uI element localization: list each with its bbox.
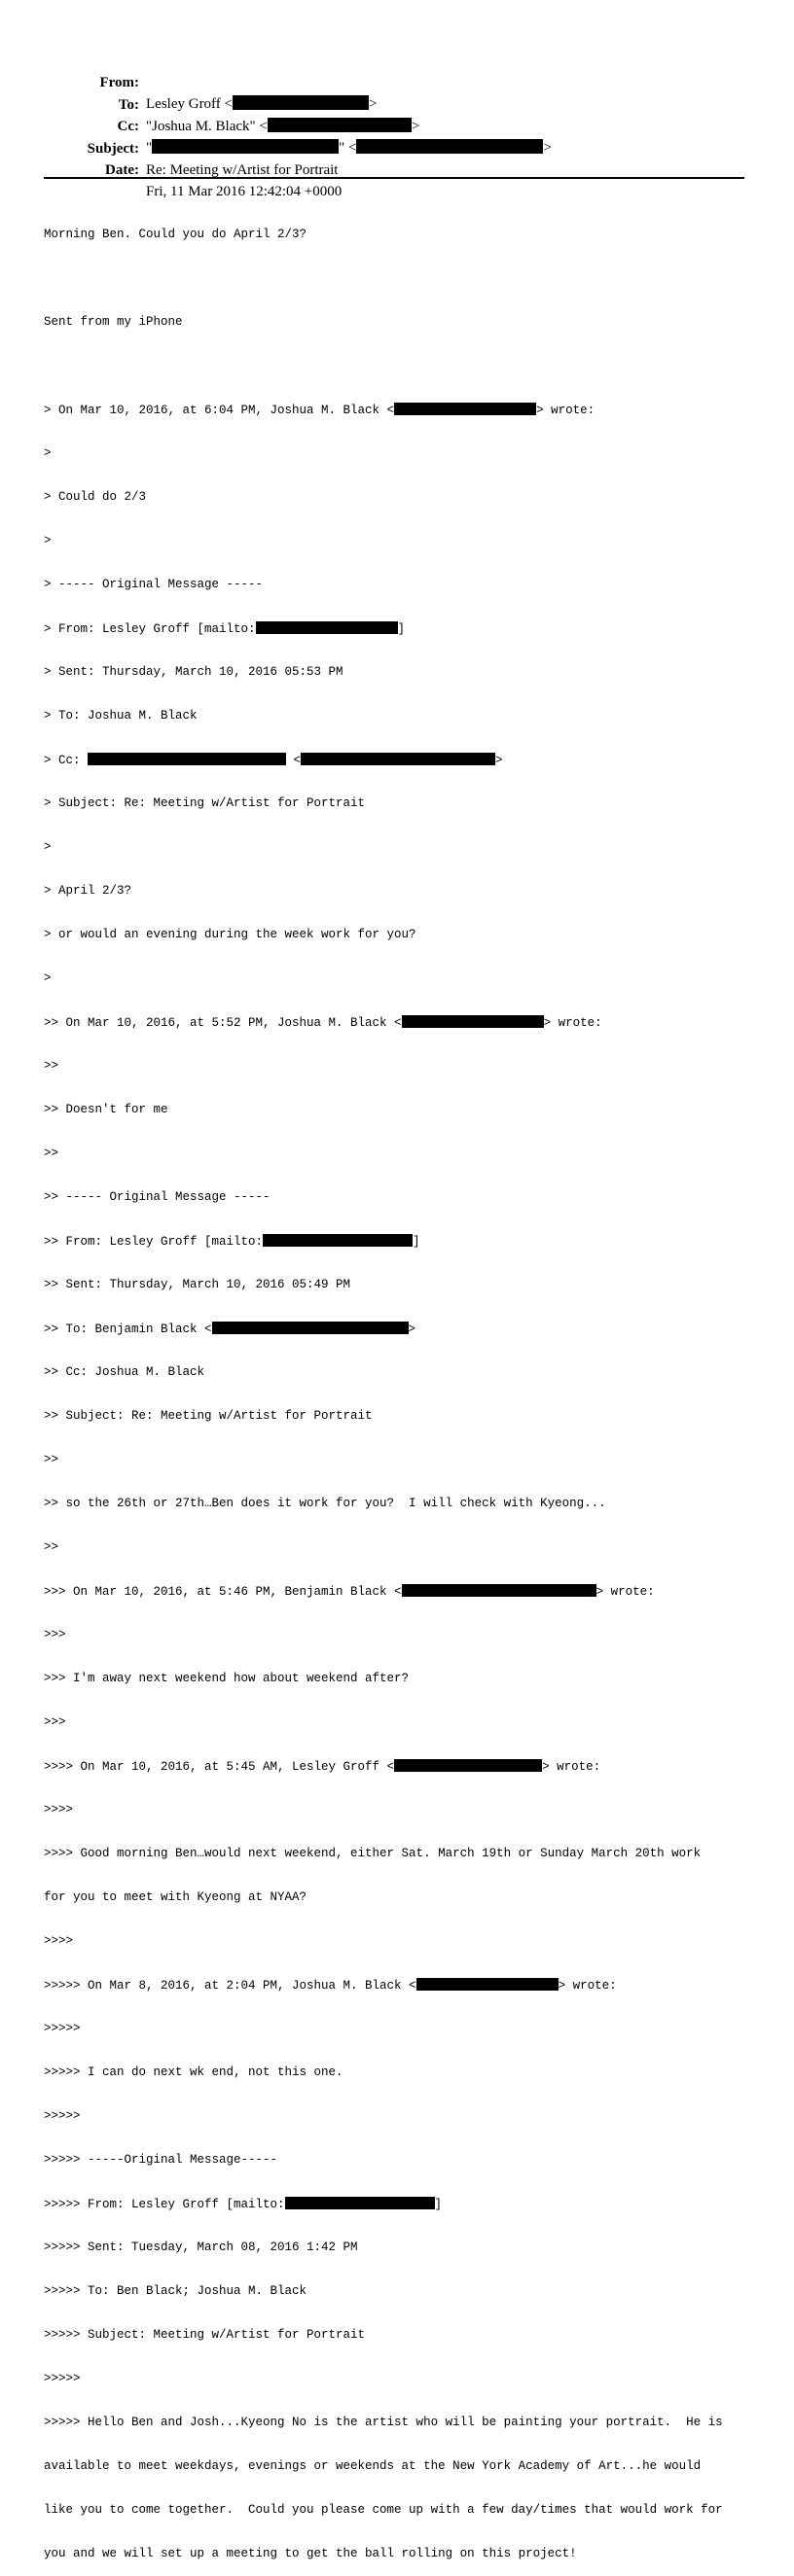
redaction-box xyxy=(402,1584,596,1597)
body-line: >>>> Good morning Ben…would next weekend, either Sat. March 19th or Sunday March 20th work xyxy=(44,1847,702,1860)
body-line: >> Sent: Thursday, March 10, 2016 05:49 PM xyxy=(44,1278,351,1291)
redaction-box xyxy=(416,1978,559,1991)
body-line: >> On Mar 10, 2016, at 5:52 PM, Joshua M. Black < > wrote: xyxy=(44,1016,602,1030)
body-line: > xyxy=(44,971,52,985)
body-line: >>> I'm away next weekend how about weekend after? xyxy=(44,1672,410,1685)
redaction-box xyxy=(394,403,536,415)
from-value: Lesley Groff < > xyxy=(146,96,378,112)
redaction-box xyxy=(285,2197,435,2209)
body-line: >> Doesn't for me xyxy=(44,1103,168,1116)
body-line: >>>> xyxy=(44,1803,74,1817)
body-line: > Could do 2/3 xyxy=(44,490,147,504)
body-line: >>>>> On Mar 8, 2016, at 2:04 PM, Joshua M. Black < > wrote: xyxy=(44,1979,617,1993)
body-line: >>>> On Mar 10, 2016, at 5:45 AM, Lesley Groff < > wrote: xyxy=(44,1760,601,1774)
body-line: > Sent: Thursday, March 10, 2016 05:53 PM xyxy=(44,665,343,679)
cc-label: Cc: xyxy=(117,119,139,135)
date-value: Fri, 11 Mar 2016 12:42:04 +0000 xyxy=(146,184,343,200)
body-line: >>>>> I can do next wk end, not this one. xyxy=(44,2065,343,2079)
body-line: > Cc: < > xyxy=(44,754,503,767)
body-line: > xyxy=(44,840,52,854)
redaction-box xyxy=(301,753,495,765)
body-line: >>> xyxy=(44,1628,66,1641)
body-line: > xyxy=(44,534,52,547)
body-line: >> To: Benjamin Black < > xyxy=(44,1323,416,1336)
redaction-box xyxy=(402,1015,544,1028)
header-divider xyxy=(44,177,744,179)
email-body xyxy=(44,198,764,2576)
body-line: >>>>> xyxy=(44,2022,81,2035)
subject-value: Re: Meeting w/Artist for Portrait xyxy=(146,161,339,178)
body-line: >>>>> Hello Ben and Josh...Kyeong No is the artist who will be painting your portrait. He is xyxy=(44,2416,723,2429)
body-line: like you to come together. Could you please come up with a few day/times that would work for xyxy=(44,2503,723,2517)
body-line: > ----- Original Message ----- xyxy=(44,578,264,591)
body-line: >> Cc: Joshua M. Black xyxy=(44,1365,205,1379)
body-line: > April 2/3? xyxy=(44,884,132,898)
body-line: > or would an evening during the week work for you? xyxy=(44,928,416,941)
body-line: >>>>> xyxy=(44,2372,81,2385)
body-line: >>>>> -----Original Message----- xyxy=(44,2153,278,2167)
redaction-box xyxy=(263,1234,413,1247)
email-header xyxy=(0,51,794,200)
body-line: >>>>> Subject: Meeting w/Artist for Portrait xyxy=(44,2328,366,2342)
body-line: >>>> xyxy=(44,1934,74,1948)
body-line: >> xyxy=(44,1453,59,1466)
body-line: > xyxy=(44,446,52,460)
redaction-box xyxy=(394,1759,542,1772)
from-label: From: xyxy=(99,75,139,90)
redaction-box xyxy=(88,753,286,765)
body-line: > To: Joshua M. Black xyxy=(44,709,198,723)
body-line: for you to meet with Kyeong at NYAA? xyxy=(44,1890,307,1904)
body-line: >>> xyxy=(44,1715,66,1729)
body-line: Sent from my iPhone xyxy=(44,315,183,329)
body-line: >> From: Lesley Groff [mailto: ] xyxy=(44,1235,420,1249)
body-line: > Subject: Re: Meeting w/Artist for Portrait xyxy=(44,796,366,810)
body-line: available to meet weekdays, evenings or weekends at the New York Academy of Art...he would xyxy=(44,2459,702,2473)
body-line: >> xyxy=(44,1147,59,1160)
body-line: >> Subject: Re: Meeting w/Artist for Portrait xyxy=(44,1409,373,1423)
body-line: >> ----- Original Message ----- xyxy=(44,1190,271,1204)
body-line: > On Mar 10, 2016, at 6:04 PM, Joshua M. Black < > wrote: xyxy=(44,404,596,417)
body-line: >> xyxy=(44,1540,59,1554)
to-value: "Joshua M. Black" < > xyxy=(146,118,420,134)
subject-label: Subject: xyxy=(87,140,139,157)
body-line: >>>>> To: Ben Black; Joshua M. Black xyxy=(44,2284,307,2298)
body-line: >>>>> From: Lesley Groff [mailto: ] xyxy=(44,2198,443,2211)
body-line: you and we will set up a meeting to get the ball rolling on this project! xyxy=(44,2547,577,2560)
to-label: To: xyxy=(118,96,139,113)
body-line: >> xyxy=(44,1059,59,1073)
body-line: Morning Ben. Could you do April 2/3? xyxy=(44,228,307,241)
body-line: > From: Lesley Groff [mailto: ] xyxy=(44,622,406,636)
body-line: >>>>> xyxy=(44,2109,81,2123)
body-line: >>> On Mar 10, 2016, at 5:46 PM, Benjamin Black < > wrote: xyxy=(44,1585,655,1599)
date-label: Date: xyxy=(105,162,139,179)
body-line: >> so the 26th or 27th…Ben does it work for you? I will check with Kyeong... xyxy=(44,1497,606,1510)
redaction-box xyxy=(212,1322,409,1334)
body-line: >>>>> Sent: Tuesday, March 08, 2016 1:42 PM xyxy=(44,2241,358,2254)
cc-value: " " < > xyxy=(146,140,552,157)
redaction-box xyxy=(256,621,398,634)
